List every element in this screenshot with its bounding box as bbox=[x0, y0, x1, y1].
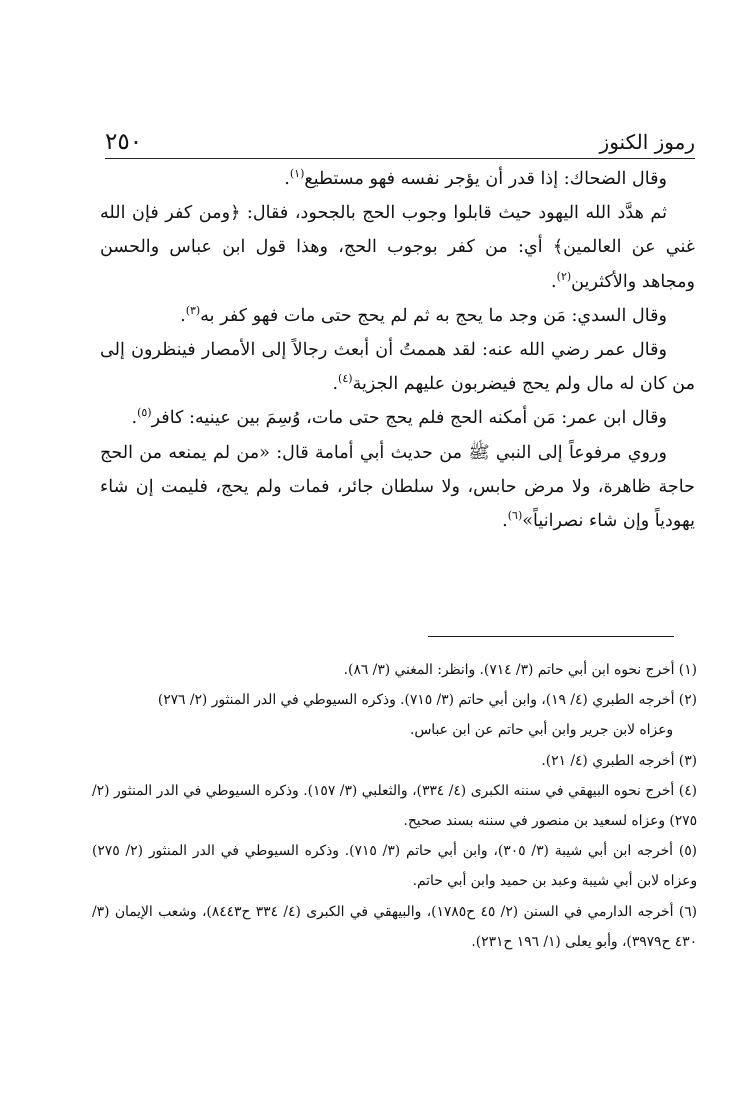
footnote-5: (٥) أخرجه ابن أبي شيبة (٣/ ٣٠٥)، وابن أبي حاتم (٣/ ٧١٥). وذكره السيوطي في الدر المنثور (٢/ ٢٧٥) وعزاه لابن أبي شيبة وعبد بن حميد وابن أبي حاتم. bbox=[92, 843, 698, 890]
footnote-1: (١) أخرج نحوه ابن أبي حاتم (٣/ ٧١٤). وانظر: المغني (٣/ ٨٦). bbox=[343, 662, 697, 678]
footnote-2: (٢) أخرجه الطبري (٤/ ١٩)، وابن أبي حاتم (٣/ ٧١٥). وذكره السيوطي في الدر المنثور (٢/ ٢٧٦) bbox=[157, 692, 697, 709]
footnote-3: (٣) أخرجه الطبري (٤/ ٢١). bbox=[541, 752, 697, 769]
footnotes bbox=[92, 655, 697, 957]
footnote-2-continuation: وعزاه لابن جرير وابن أبي حاتم عن ابن عباس. bbox=[410, 722, 673, 739]
footnote-ref-1: (١) bbox=[289, 167, 305, 181]
paragraph-dahhak: وقال الضحاك: إذا قدر أن يؤجر نفسه فهو مستطيع$^{(١)}$. bbox=[284, 167, 667, 189]
footnote-ref-2: (٢) bbox=[556, 269, 572, 283]
footnote-6: (٦) أخرجه الدارمي في السنن (٢/ ٤٥ ح١٧٨٥)، والبيهقي في الكبرى (٤/ ٣٣٤ ح٨٤٤٣)، وشعب الإيمان (٣/ ٤٣٠ ح٣٩٧٩)، وأبو يعلى (١/ ١٩٦ ح٢٣١). bbox=[92, 903, 698, 950]
paragraph-suddi: وقال السدي: مَن وجد ما يحج به ثم لم يحج حتى مات فهو كفر به$^{(٣)}$. bbox=[180, 303, 667, 326]
paragraph-umar: وقال عمر رضي الله عنه: لقد هممتُ أن أبعث رجالاً إلى الأمصار فينظرون إلى من كان له مال ولم يحج فيضربون عليهم الجزية$^{(٤)}$. bbox=[100, 340, 695, 395]
page-header bbox=[105, 128, 695, 159]
paragraph-ibn-umar: وقال ابن عمر: مَن أمكنه الحج فلم يحج حتى مات، وُسِمَ بين عينيه: كافر$^{(٥)}$. bbox=[131, 406, 667, 429]
running-title: رموز الكنوز bbox=[599, 130, 695, 154]
footnote-separator bbox=[428, 636, 674, 637]
main-text bbox=[100, 162, 695, 538]
footnote-4: (٤) أخرج نحوه البيهقي في سننه الكبرى (٤/ ٣٣٤)، والثعلبي (٣/ ١٥٧). وذكره السيوطي في الدر المنثور (٢/ ٢٧٥) وعزاه لسعيد بن منصور في سننه بسند صحيح. bbox=[92, 782, 697, 830]
page-number: ٢٥٠ bbox=[105, 129, 143, 155]
footnote-ref-6: (٦) bbox=[507, 509, 523, 523]
footnote-ref-4: (٤) bbox=[338, 372, 353, 386]
paragraph-hadith: وروي مرفوعاً إلى النبي ﷺ من حديث أبي أمامة قال: «من لم يمنعه من الحج حاجة ظاهرة، ولا مرض حابس، ولا سلطان جائر، فمات ولم يحج، فليمت إن شاء يهودياً وإن شاء نصرانياً»$^{(٦)}$. bbox=[100, 442, 695, 532]
footnote-ref-5: (٥) bbox=[137, 406, 152, 420]
footnote-ref-3: (٣) bbox=[185, 303, 201, 317]
paragraph-threat: ثم هدَّد الله اليهود حيث قابلوا وجوب الحج بالجحود، فقال: ﴿ومن كفر فإن الله غني عن العالمين﴾ أي: من كفر بوجوب الحج، وهذا قول ابن عباس والحسن ومجاهد والأكثرين$^{(٢)}$. bbox=[100, 203, 695, 292]
